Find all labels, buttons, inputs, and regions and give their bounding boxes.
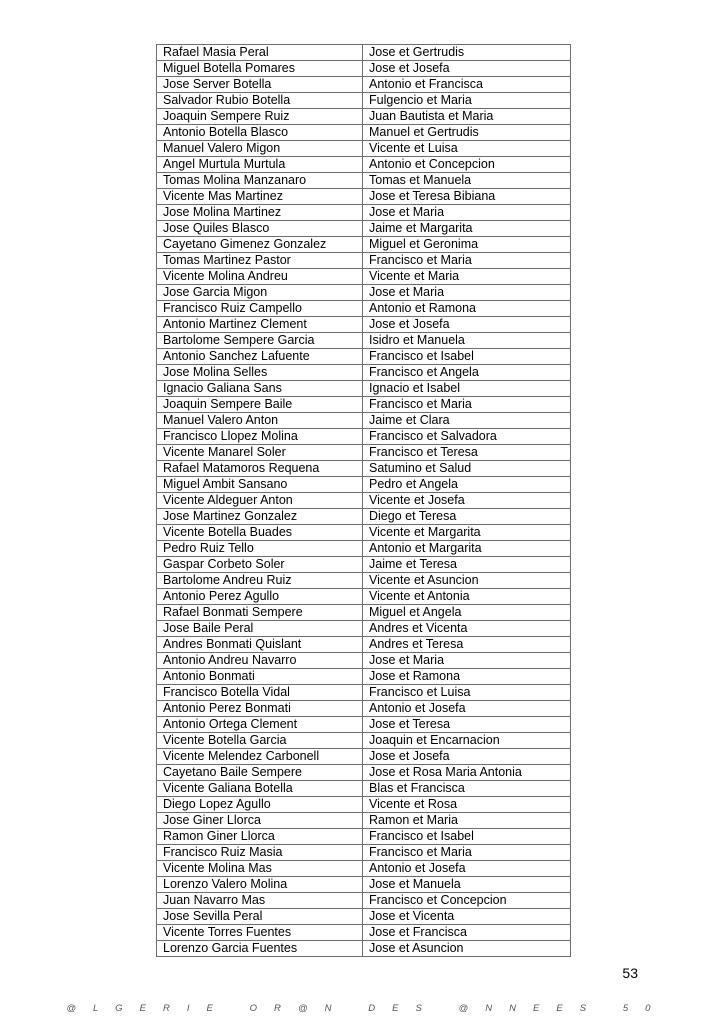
person-name-cell: Jose Molina Selles [157, 365, 363, 381]
person-name-cell: Miguel Ambit Sansano [157, 477, 363, 493]
parents-cell: Francisco et Teresa [363, 445, 571, 461]
person-name-cell: Cayetano Baile Sempere [157, 765, 363, 781]
parents-cell: Andres et Teresa [363, 637, 571, 653]
parents-cell: Ramon et Maria [363, 813, 571, 829]
table-row [157, 61, 571, 77]
table-row [157, 541, 571, 557]
person-name-cell: Lorenzo Valero Molina [157, 877, 363, 893]
parents-cell: Antonio et Francisca [363, 77, 571, 93]
parents-cell: Antonio et Josefa [363, 861, 571, 877]
parents-cell: Jose et Teresa Bibiana [363, 189, 571, 205]
parents-cell: Jose et Maria [363, 205, 571, 221]
parents-cell: Miguel et Angela [363, 605, 571, 621]
person-name-cell: Jose Giner Llorca [157, 813, 363, 829]
person-name-cell: Vicente Torres Fuentes [157, 925, 363, 941]
table-row [157, 573, 571, 589]
table-row [157, 349, 571, 365]
table-row [157, 221, 571, 237]
page-number: 53 [622, 965, 638, 981]
table-row [157, 525, 571, 541]
table-row [157, 461, 571, 477]
parents-cell: Francisco et Maria [363, 397, 571, 413]
table-row [157, 653, 571, 669]
table-row [157, 157, 571, 173]
table-row [157, 765, 571, 781]
parents-cell: Jose et Vicenta [363, 909, 571, 925]
person-name-cell: Vicente Botella Garcia [157, 733, 363, 749]
parents-cell: Andres et Vicenta [363, 621, 571, 637]
parents-cell: Satumino et Salud [363, 461, 571, 477]
parents-cell: Francisco et Isabel [363, 829, 571, 845]
parents-cell: Jose et Rosa Maria Antonia [363, 765, 571, 781]
person-name-cell: Joaquin Sempere Ruiz [157, 109, 363, 125]
records-table-body [157, 45, 571, 957]
person-name-cell: Antonio Perez Bonmati [157, 701, 363, 717]
person-name-cell: Vicente Mas Martinez [157, 189, 363, 205]
person-name-cell: Cayetano Gimenez Gonzalez [157, 237, 363, 253]
table-row [157, 861, 571, 877]
table-row [157, 413, 571, 429]
person-name-cell: Rafael Matamoros Requena [157, 461, 363, 477]
parents-cell: Ignacio et Isabel [363, 381, 571, 397]
parents-cell: Vicente et Antonia [363, 589, 571, 605]
person-name-cell: Francisco Llopez Molina [157, 429, 363, 445]
person-name-cell: Francisco Ruiz Masia [157, 845, 363, 861]
parents-cell: Jose et Maria [363, 285, 571, 301]
table-row [157, 557, 571, 573]
person-name-cell: Angel Murtula Murtula [157, 157, 363, 173]
parents-cell: Miguel et Geronima [363, 237, 571, 253]
parents-cell: Diego et Teresa [363, 509, 571, 525]
table-row [157, 333, 571, 349]
parents-cell: Francisco et Maria [363, 845, 571, 861]
table-row [157, 509, 571, 525]
person-name-cell: Francisco Ruiz Campello [157, 301, 363, 317]
person-name-cell: Antonio Andreu Navarro [157, 653, 363, 669]
person-name-cell: Jose Sevilla Peral [157, 909, 363, 925]
table-row [157, 829, 571, 845]
table-row [157, 733, 571, 749]
person-name-cell: Gaspar Corbeto Soler [157, 557, 363, 573]
parents-cell: Francisco et Isabel [363, 349, 571, 365]
parents-cell: Jaime et Clara [363, 413, 571, 429]
table-row [157, 93, 571, 109]
person-name-cell: Pedro Ruiz Tello [157, 541, 363, 557]
table-row [157, 621, 571, 637]
person-name-cell: Antonio Bonmati [157, 669, 363, 685]
table-row [157, 941, 571, 957]
table-row [157, 269, 571, 285]
table-row [157, 189, 571, 205]
parents-cell: Francisco et Maria [363, 253, 571, 269]
person-name-cell: Vicente Manarel Soler [157, 445, 363, 461]
person-name-cell: Antonio Perez Agullo [157, 589, 363, 605]
parents-cell: Francisco et Concepcion [363, 893, 571, 909]
person-name-cell: Manuel Valero Migon [157, 141, 363, 157]
person-name-cell: Vicente Aldeguer Anton [157, 493, 363, 509]
person-name-cell: Juan Navarro Mas [157, 893, 363, 909]
parents-cell: Isidro et Manuela [363, 333, 571, 349]
person-name-cell: Andres Bonmati Quislant [157, 637, 363, 653]
person-name-cell: Vicente Melendez Carbonell [157, 749, 363, 765]
table-row [157, 445, 571, 461]
table-row [157, 493, 571, 509]
table-row [157, 285, 571, 301]
table-row [157, 125, 571, 141]
person-name-cell: Vicente Botella Buades [157, 525, 363, 541]
person-name-cell: Antonio Ortega Clement [157, 717, 363, 733]
table-row [157, 173, 571, 189]
person-name-cell: Rafael Masia Peral [157, 45, 363, 61]
person-name-cell: Rafael Bonmati Sempere [157, 605, 363, 621]
person-name-cell: Tomas Martinez Pastor [157, 253, 363, 269]
table-row [157, 253, 571, 269]
parents-cell: Juan Bautista et Maria [363, 109, 571, 125]
person-name-cell: Bartolome Sempere Garcia [157, 333, 363, 349]
parents-cell: Jose et Josefa [363, 749, 571, 765]
parents-cell: Jose et Manuela [363, 877, 571, 893]
parents-cell: Jose et Josefa [363, 61, 571, 77]
person-name-cell: Jose Martinez Gonzalez [157, 509, 363, 525]
table-row [157, 925, 571, 941]
parents-cell: Vicente et Luisa [363, 141, 571, 157]
parents-cell: Francisco et Salvadora [363, 429, 571, 445]
person-name-cell: Salvador Rubio Botella [157, 93, 363, 109]
records-table [156, 44, 571, 957]
table-row [157, 477, 571, 493]
table-row [157, 45, 571, 61]
parents-cell: Jose et Francisca [363, 925, 571, 941]
parents-cell: Antonio et Josefa [363, 701, 571, 717]
parents-cell: Francisco et Luisa [363, 685, 571, 701]
person-name-cell: Bartolome Andreu Ruiz [157, 573, 363, 589]
table-row [157, 845, 571, 861]
table-row [157, 781, 571, 797]
person-name-cell: Manuel Valero Anton [157, 413, 363, 429]
person-name-cell: Diego Lopez Agullo [157, 797, 363, 813]
parents-cell: Jose et Teresa [363, 717, 571, 733]
table-row [157, 141, 571, 157]
parents-cell: Jose et Asuncion [363, 941, 571, 957]
table-row [157, 669, 571, 685]
table-row [157, 749, 571, 765]
parents-cell: Manuel et Gertrudis [363, 125, 571, 141]
parents-cell: Jose et Josefa [363, 317, 571, 333]
parents-cell: Fulgencio et Maria [363, 93, 571, 109]
table-row [157, 317, 571, 333]
table-row [157, 637, 571, 653]
table-row [157, 813, 571, 829]
person-name-cell: Ignacio Galiana Sans [157, 381, 363, 397]
person-name-cell: Jose Garcia Migon [157, 285, 363, 301]
parents-cell: Antonio et Concepcion [363, 157, 571, 173]
table-row [157, 237, 571, 253]
parents-cell: Jaime et Teresa [363, 557, 571, 573]
table-row [157, 205, 571, 221]
parents-cell: Tomas et Manuela [363, 173, 571, 189]
table-row [157, 605, 571, 621]
table-row [157, 701, 571, 717]
parents-cell: Vicente et Asuncion [363, 573, 571, 589]
table-row [157, 589, 571, 605]
parents-cell: Jose et Ramona [363, 669, 571, 685]
parents-cell: Jose et Maria [363, 653, 571, 669]
parents-cell: Blas et Francisca [363, 781, 571, 797]
table-row [157, 365, 571, 381]
table-row [157, 301, 571, 317]
person-name-cell: Antonio Botella Blasco [157, 125, 363, 141]
person-name-cell: Jose Baile Peral [157, 621, 363, 637]
person-name-cell: Miguel Botella Pomares [157, 61, 363, 77]
table-row [157, 877, 571, 893]
person-name-cell: Antonio Martinez Clement [157, 317, 363, 333]
parents-cell: Vicente et Margarita [363, 525, 571, 541]
parents-cell: Vicente et Maria [363, 269, 571, 285]
table-row [157, 381, 571, 397]
parents-cell: Jaime et Margarita [363, 221, 571, 237]
table-row [157, 909, 571, 925]
person-name-cell: Jose Server Botella [157, 77, 363, 93]
person-name-cell: Vicente Galiana Botella [157, 781, 363, 797]
parents-cell: Vicente et Rosa [363, 797, 571, 813]
person-name-cell: Lorenzo Garcia Fuentes [157, 941, 363, 957]
person-name-cell: Francisco Botella Vidal [157, 685, 363, 701]
table-row [157, 397, 571, 413]
person-name-cell: Antonio Sanchez Lafuente [157, 349, 363, 365]
person-name-cell: Ramon Giner Llorca [157, 829, 363, 845]
table-row [157, 429, 571, 445]
table-row [157, 685, 571, 701]
person-name-cell: Joaquin Sempere Baile [157, 397, 363, 413]
page-footer: @ L G E R I E O R @ N D E S @ N N E E S 5 0 [66, 1003, 658, 1014]
table-row [157, 77, 571, 93]
table-row [157, 797, 571, 813]
person-name-cell: Jose Molina Martinez [157, 205, 363, 221]
parents-cell: Antonio et Margarita [363, 541, 571, 557]
table-row [157, 893, 571, 909]
parents-cell: Pedro et Angela [363, 477, 571, 493]
parents-cell: Joaquin et Encarnacion [363, 733, 571, 749]
person-name-cell: Vicente Molina Mas [157, 861, 363, 877]
person-name-cell: Vicente Molina Andreu [157, 269, 363, 285]
table-row [157, 109, 571, 125]
parents-cell: Jose et Gertrudis [363, 45, 571, 61]
person-name-cell: Jose Quiles Blasco [157, 221, 363, 237]
parents-cell: Antonio et Ramona [363, 301, 571, 317]
person-name-cell: Tomas Molina Manzanaro [157, 173, 363, 189]
table-row [157, 717, 571, 733]
parents-cell: Francisco et Angela [363, 365, 571, 381]
parents-cell: Vicente et Josefa [363, 493, 571, 509]
